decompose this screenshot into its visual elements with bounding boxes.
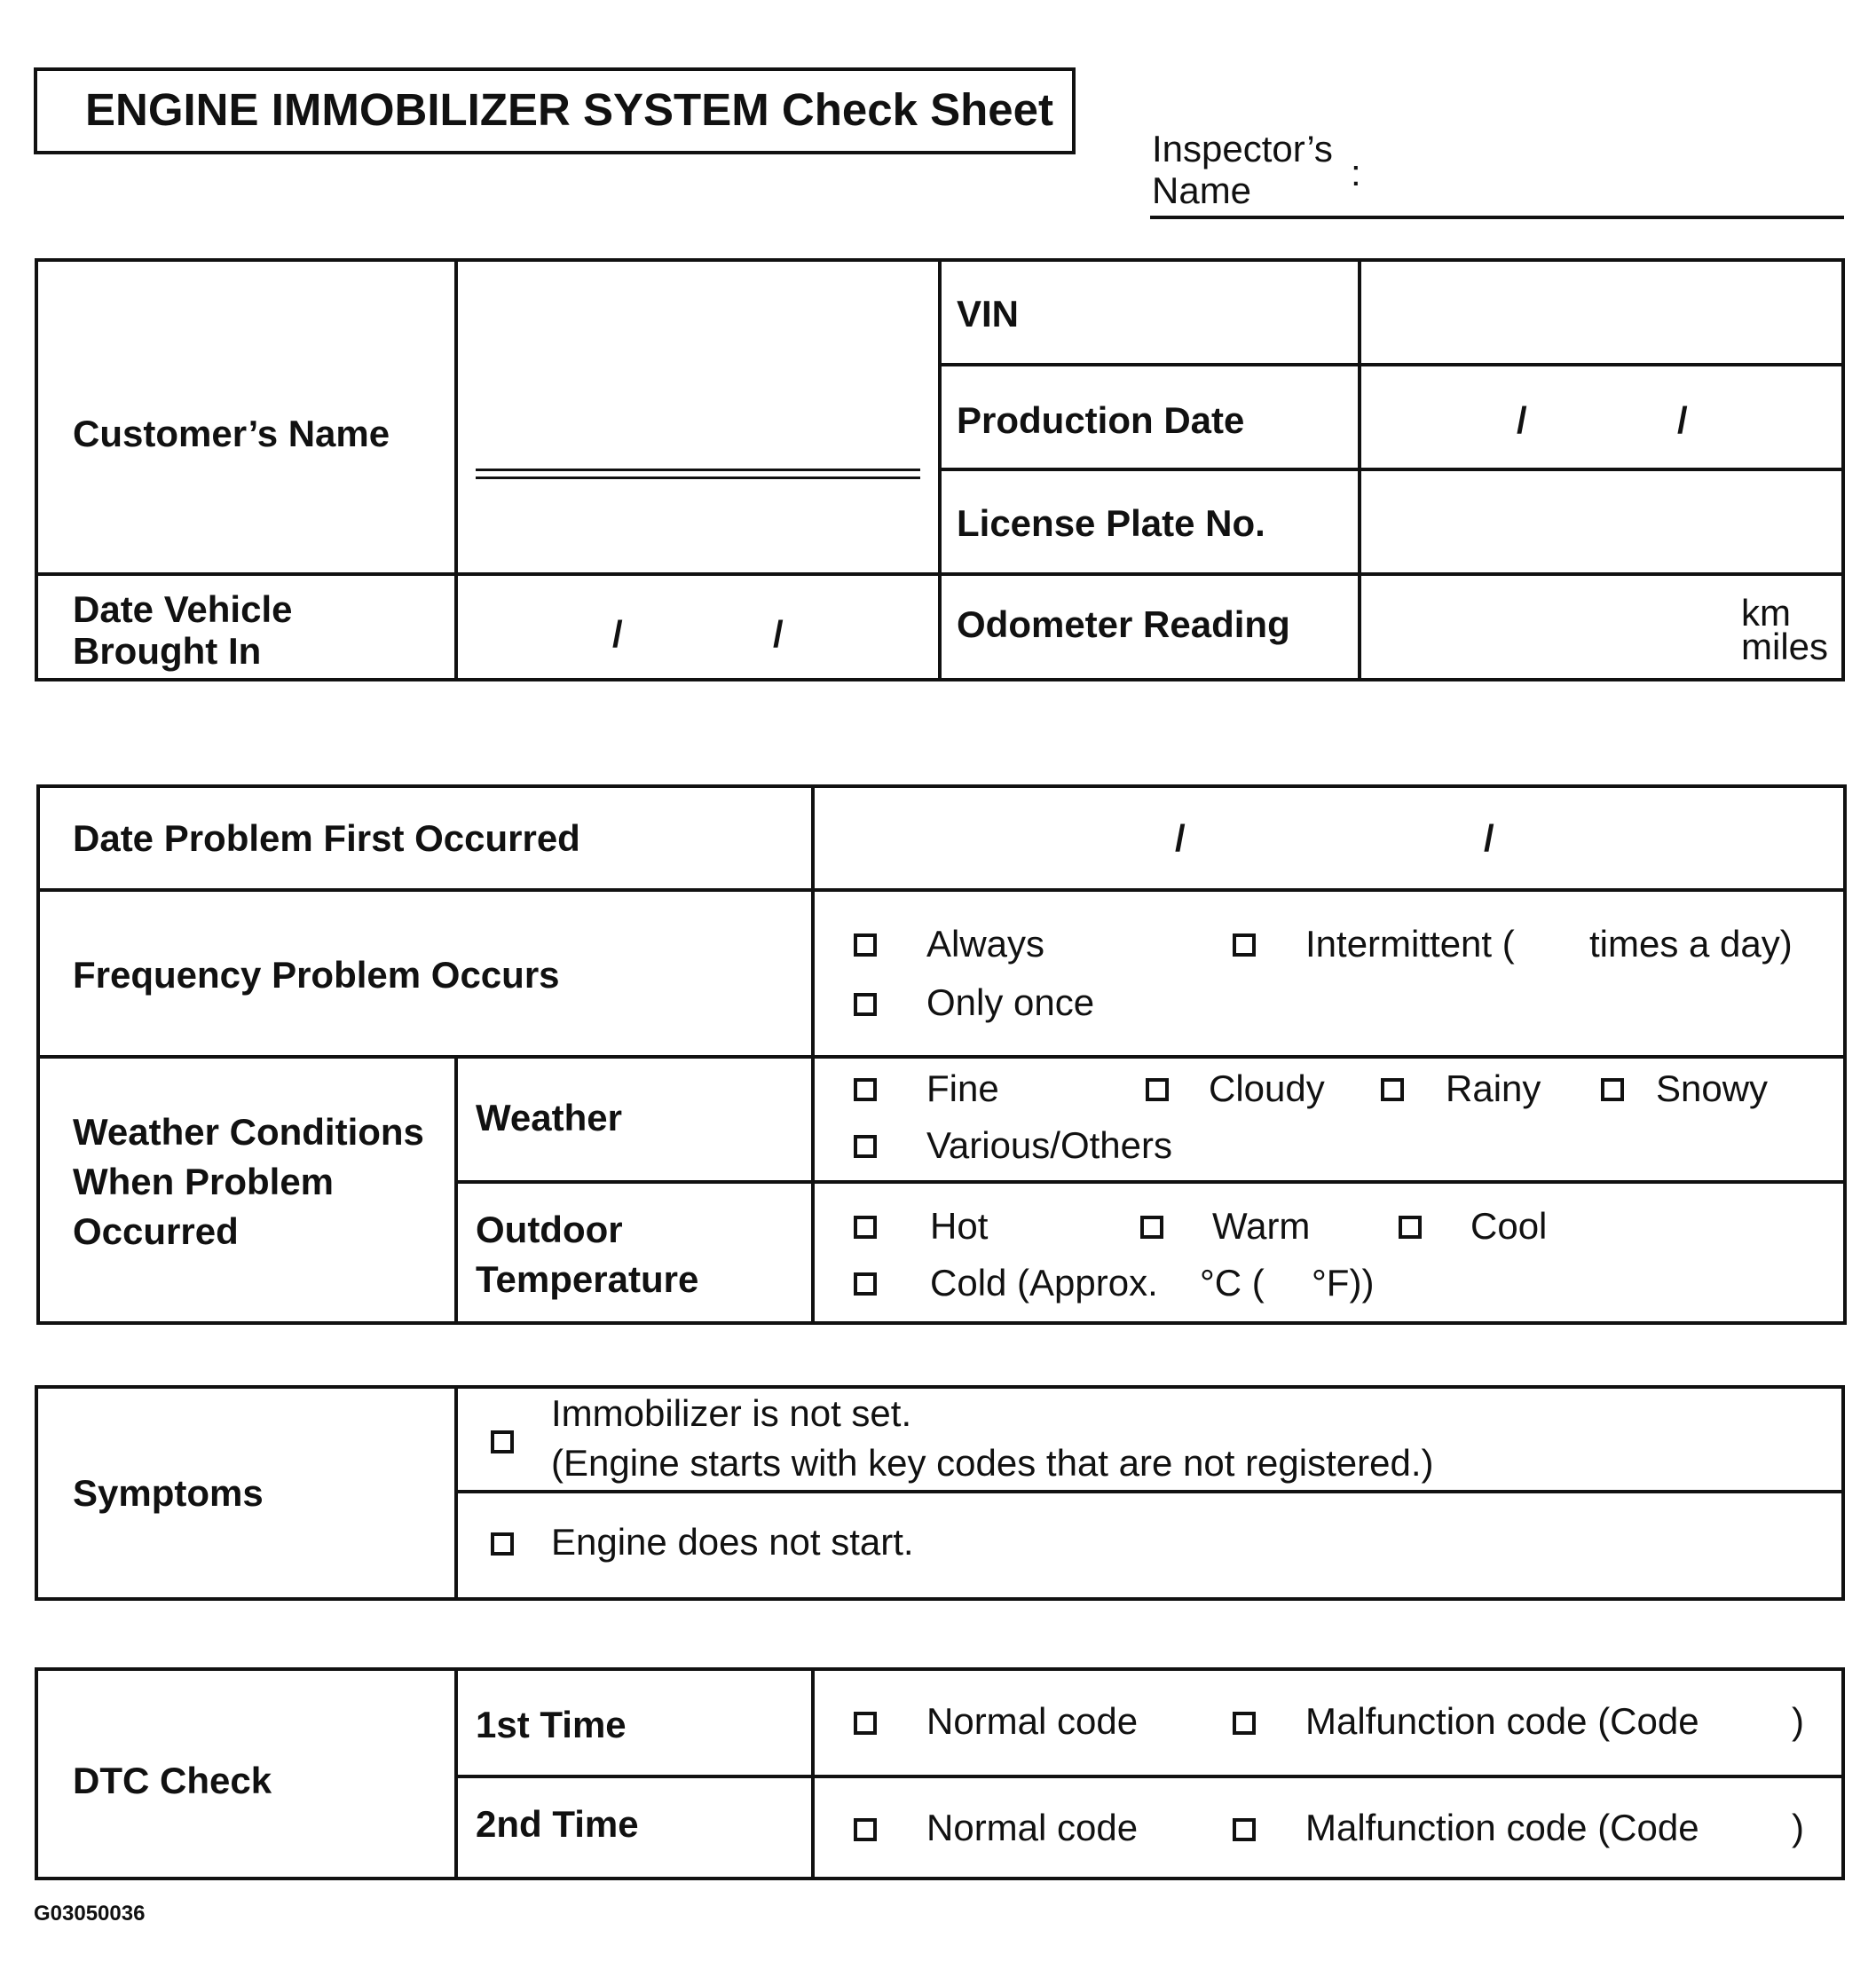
cold-label: Cold (Approx. [930,1262,1158,1304]
first-normal-code-checkbox[interactable] [854,1712,877,1735]
odometer-label: Odometer Reading [957,603,1290,645]
various-others-label: Various/Others [926,1124,1172,1166]
page-title: ENGINE IMMOBILIZER SYSTEM Check Sheet [85,84,1053,135]
second-normal-code-label: Normal code [926,1807,1139,1848]
inspector-label-line1: Inspector’s [1152,128,1333,169]
rainy-checkbox[interactable] [1381,1078,1404,1101]
dtc-second-time-label: 2nd Time [476,1803,639,1845]
weather-label: Weather [476,1097,622,1138]
symptoms-label: Symptoms [73,1472,264,1514]
date-first-occurred-label: Date Problem First Occurred [73,817,580,859]
cloudy-checkbox[interactable] [1146,1078,1169,1101]
vin-label: VIN [957,293,1020,335]
customer-name-label: Customer’s Name [73,413,390,454]
inspector-label-line2: Name [1152,169,1252,211]
hot-checkbox[interactable] [854,1216,877,1239]
various-others-checkbox[interactable] [854,1135,877,1158]
date-brought-in-label-line2: Brought In [73,630,262,672]
dtc-check-label: DTC Check [73,1760,272,1801]
snowy-label: Snowy [1656,1067,1769,1109]
immobilizer-not-set-checkbox[interactable] [491,1430,514,1453]
date-brought-in-label-line1: Date Vehicle [73,588,293,630]
weather-conditions-label-line2: When Problem [73,1161,335,1202]
hot-label: Hot [930,1205,989,1247]
inspector-name-field[interactable] [1150,216,1844,219]
production-date-slash-2: / [1677,399,1688,441]
figure-id: G03050036 [34,1902,146,1926]
warm-checkbox[interactable] [1140,1216,1163,1239]
vin-field[interactable] [1361,262,1841,363]
production-date-label: Production Date [957,399,1245,441]
outdoor-temperature-label-line1: Outdoor [476,1209,623,1250]
fine-checkbox[interactable] [854,1078,877,1101]
dtc-first-time-label: 1st Time [476,1704,627,1745]
date-first-slash-1: / [1175,817,1186,859]
warm-label: Warm [1212,1205,1311,1247]
intermittent-times-label: times a day) [1589,923,1793,965]
engine-not-start-label: Engine does not start. [551,1521,914,1563]
only-once-label: Only once [926,981,1095,1023]
engine-not-start-checkbox[interactable] [491,1532,514,1556]
date-brought-in-slash-2: / [773,613,784,655]
fine-label: Fine [926,1067,999,1109]
weather-conditions-label-line3: Occurred [73,1210,239,1252]
inspector-colon: : [1351,152,1361,193]
always-label: Always [926,923,1045,965]
second-malfunction-code-checkbox[interactable] [1233,1818,1256,1841]
second-malfunction-close: ) [1792,1807,1804,1848]
always-checkbox[interactable] [854,933,877,957]
license-plate-label: License Plate No. [957,502,1265,544]
first-normal-code-label: Normal code [926,1700,1139,1742]
odometer-unit-miles: miles [1741,626,1829,667]
weather-conditions-label-line1: Weather Conditions [73,1111,424,1153]
intermittent-checkbox[interactable] [1233,933,1256,957]
frequency-label: Frequency Problem Occurs [73,954,560,996]
second-malfunction-code-label: Malfunction code (Code [1305,1807,1699,1848]
cold-fahrenheit-label: °F)) [1312,1262,1375,1304]
immobilizer-not-set-label: Immobilizer is not set. [551,1392,912,1434]
intermittent-label: Intermittent ( [1305,923,1515,965]
cloudy-label: Cloudy [1209,1067,1325,1109]
customer-name-field[interactable] [476,469,920,471]
license-plate-field[interactable] [1361,471,1841,572]
immobilizer-not-set-detail: (Engine starts with key codes that are not registered.) [551,1442,1434,1484]
snowy-checkbox[interactable] [1601,1078,1624,1101]
second-normal-code-checkbox[interactable] [854,1818,877,1841]
cool-checkbox[interactable] [1399,1216,1422,1239]
only-once-checkbox[interactable] [854,993,877,1016]
cool-label: Cool [1470,1205,1548,1247]
production-date-slash-1: / [1517,399,1527,441]
odometer-unit-km: km [1741,592,1791,634]
date-brought-in-slash-1: / [612,613,623,655]
cold-celsius-label: °C ( [1200,1262,1265,1304]
date-first-slash-2: / [1484,817,1494,859]
rainy-label: Rainy [1446,1067,1541,1109]
first-malfunction-code-checkbox[interactable] [1233,1712,1256,1735]
first-malfunction-close: ) [1792,1700,1804,1742]
outdoor-temperature-label-line2: Temperature [476,1258,699,1300]
cold-checkbox[interactable] [854,1272,877,1296]
first-malfunction-code-label: Malfunction code (Code [1305,1700,1699,1742]
